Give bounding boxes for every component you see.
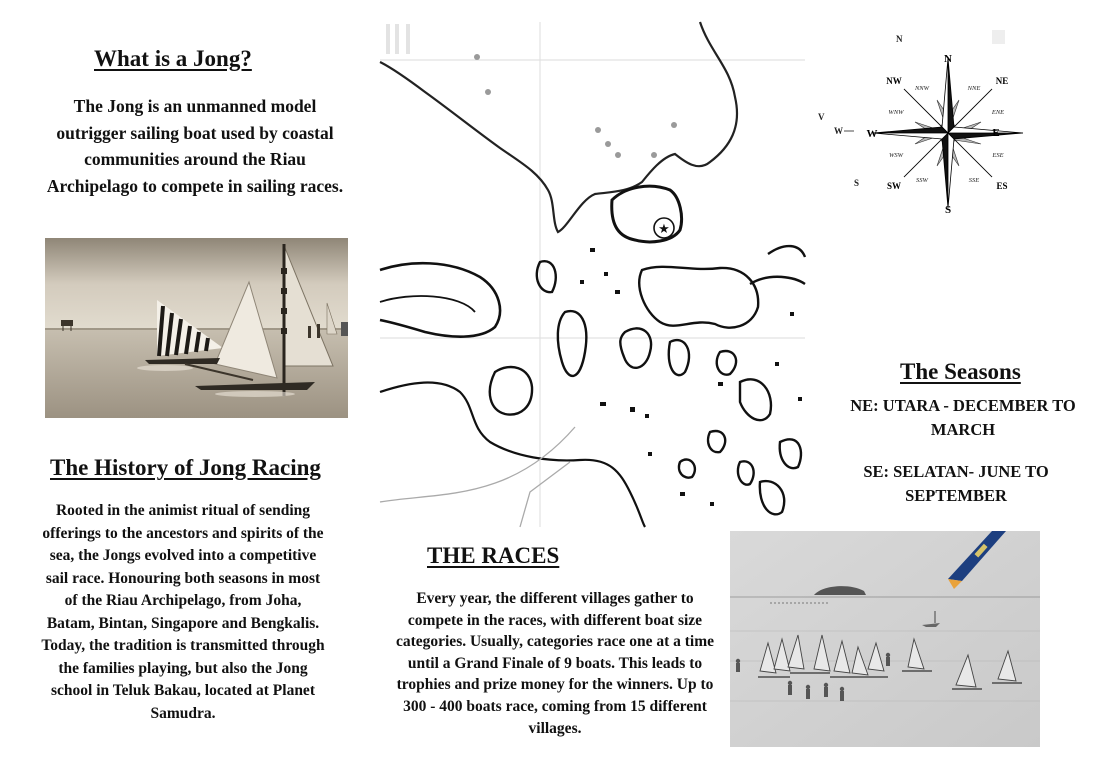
- season-ne: NE: UTARA - DECEMBER TO MARCH: [850, 396, 1076, 439]
- compass-label-ssw: SSW: [916, 177, 928, 184]
- history-paragraph-1: Rooted in the animist ritual of sending offerings to the ancestors and spirits of the sea, the Jongs evolved into a competitive sail race. Honouring both seasons in most of the Riau Archipelago, from Joha, Batam, Bintan, Singapore and Bengkalis.: [42, 502, 324, 632]
- seasons-title: The Seasons: [900, 359, 1021, 384]
- compass-rose: [812, 30, 1007, 220]
- compass-label-wnw: WNW: [888, 109, 904, 116]
- compass-label-sse: SSE: [968, 177, 980, 184]
- compass-label-ne: NE: [995, 76, 1009, 86]
- compass-label-e: E: [992, 127, 1000, 139]
- compass-edge-s: S: [854, 178, 860, 188]
- races-title: THE RACES: [427, 543, 560, 568]
- compass-label-w: W: [866, 128, 878, 140]
- svg-text:★: ★: [658, 222, 670, 237]
- compass-label-ese: ESE: [992, 152, 1004, 159]
- compass-label-s: S: [944, 204, 952, 216]
- history-paragraph-2: Today, the tradition is transmitted through the families playing, but also the Jong school in Teluk Bakau, located at Planet Samudra.: [41, 637, 325, 722]
- compass-edge-n: N: [896, 34, 903, 44]
- jong-boats-photo: [45, 238, 348, 418]
- season-se: SE: SELATAN- JUNE TO SEPTEMBER: [863, 462, 1049, 505]
- intro-title: What is a Jong?: [94, 46, 252, 71]
- pencil-sketch-photo: [730, 531, 1040, 747]
- races-paragraph: Every year, the different villages gather to compete in the races, with different boat size categories. Usually, categories race one at a time until a Grand Finale of 9 boats. This leads to trophies and prize money for the winners. Up to 300 - 400 boats race, coming from 15 different villages.: [395, 590, 715, 737]
- compass-label-es: ES: [996, 181, 1008, 191]
- compass-label-ene: ENE: [991, 109, 1005, 116]
- compass-label-nne: NNE: [967, 85, 981, 92]
- compass-label-wsw: WSW: [888, 152, 904, 159]
- compass-label-sw: SW: [886, 181, 902, 191]
- compass-edge-w: W: [834, 126, 843, 136]
- compass-label-nw: NW: [886, 76, 902, 86]
- riau-map: [380, 22, 805, 527]
- history-title: The History of Jong Racing: [50, 455, 321, 480]
- compass-label-n: N: [944, 53, 952, 65]
- compass-edge-v: V: [818, 112, 825, 122]
- history-paragraph: [40, 500, 326, 725]
- compass-label-nnw: NNW: [914, 85, 930, 92]
- intro-paragraph: The Jong is an unmanned model outrigger sailing boat used by coastal communities around the Riau Archipelago to compete in sailing races.: [46, 96, 344, 196]
